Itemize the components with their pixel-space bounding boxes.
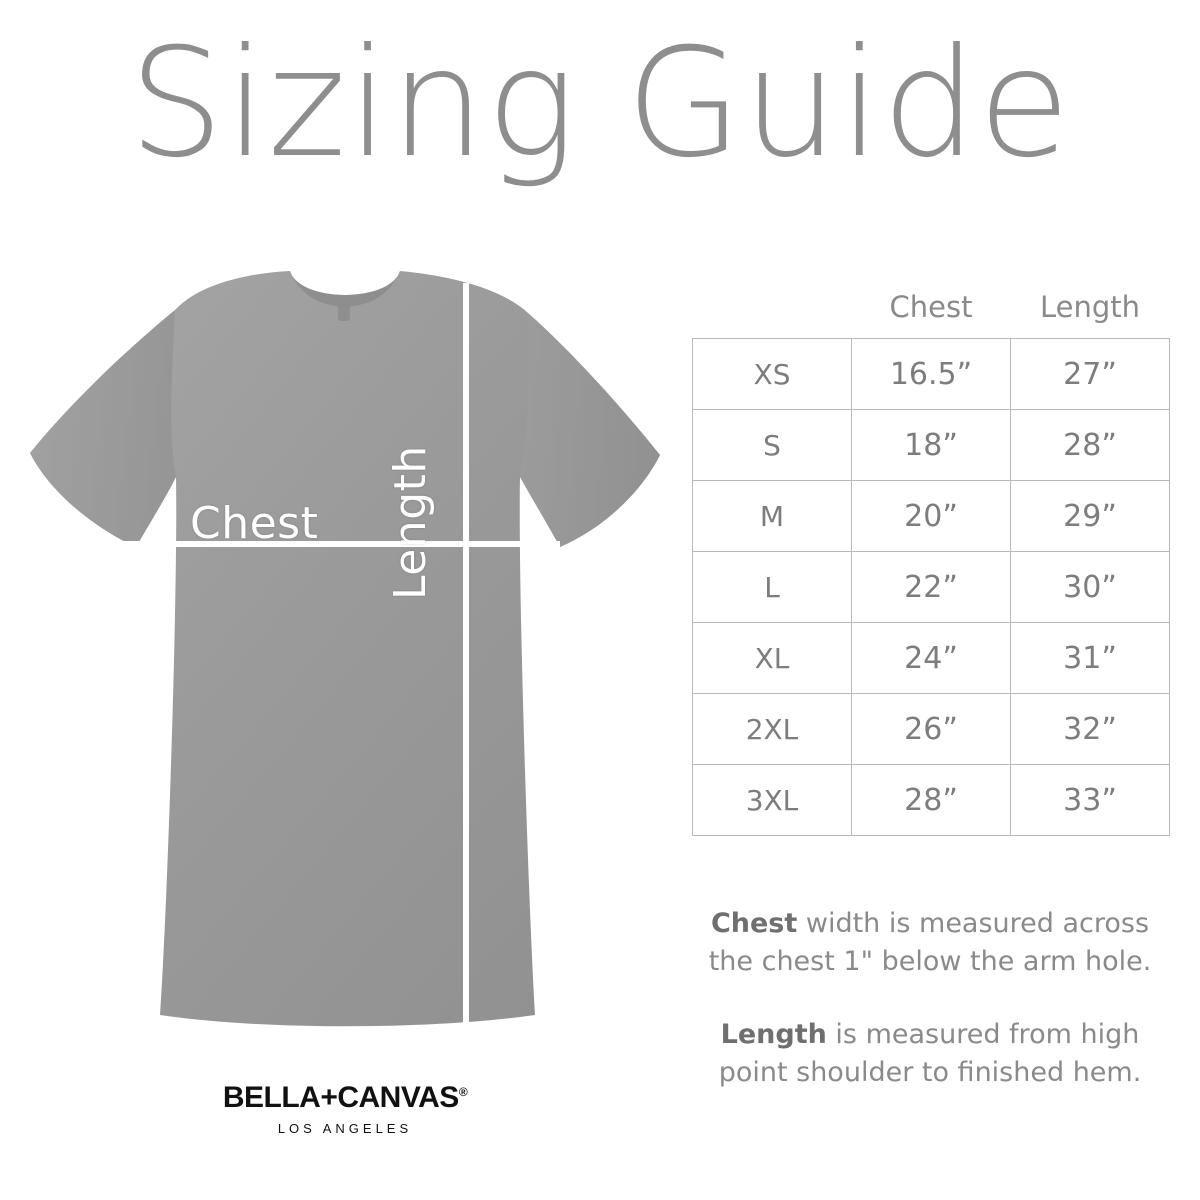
shirt-right-sleeve [520, 313, 660, 547]
length-note-bold: Length [720, 1018, 827, 1050]
brand-logo [185, 1075, 505, 1146]
header-length: Length [1039, 290, 1141, 324]
tshirt-diagram [0, 255, 700, 1045]
shirt-left-sleeve [30, 310, 176, 547]
size-table [692, 290, 1170, 836]
cell-length: 28” [1011, 410, 1170, 481]
length-measure-label: Length [385, 445, 436, 600]
table-row [693, 339, 1170, 410]
neck-tag [338, 299, 350, 321]
registered-mark: ® [458, 1085, 468, 1099]
table-row [693, 765, 1170, 836]
brand-name-text: BELLA+CANVAS [222, 1081, 459, 1114]
length-note-text: is measured from high point shoulder to finished hem. [718, 1018, 1142, 1088]
cell-chest: 18” [852, 410, 1011, 481]
cell-chest: 28” [852, 765, 1011, 836]
cell-chest: 22” [852, 552, 1011, 623]
header-chest: Chest [889, 290, 973, 324]
cell-length: 33” [1011, 765, 1170, 836]
cell-length: 32” [1011, 694, 1170, 765]
table-row [693, 410, 1170, 481]
measurement-notes [690, 905, 1170, 1126]
brand-location: LOS ANGELES [277, 1121, 413, 1136]
header-size [693, 290, 852, 339]
cell-chest: 16.5” [852, 339, 1011, 410]
table-row [693, 694, 1170, 765]
tshirt-illustration [0, 255, 700, 1045]
brand-name [185, 1081, 505, 1115]
chest-note-bold: Chest [710, 908, 798, 939]
cell-size: XL [693, 623, 852, 694]
table-row [693, 623, 1170, 694]
chest-measure-label: Chest [190, 498, 319, 549]
cell-size: M [693, 481, 852, 552]
chest-note [690, 905, 1170, 982]
page-title: Sizing Guide [128, 17, 1072, 191]
cell-length: 31” [1011, 623, 1170, 694]
cell-size: XS [693, 339, 852, 410]
cell-length: 27” [1011, 339, 1170, 410]
cell-length: 30” [1011, 552, 1170, 623]
cell-chest: 24” [852, 623, 1011, 694]
cell-size: L [693, 552, 852, 623]
table-row [693, 481, 1170, 552]
table-row [693, 552, 1170, 623]
table-header-row [693, 290, 1170, 339]
cell-chest: 26” [852, 694, 1011, 765]
cell-size: 2XL [693, 694, 852, 765]
cell-chest: 20” [852, 481, 1011, 552]
cell-size: 3XL [693, 765, 852, 836]
cell-length: 29” [1011, 481, 1170, 552]
size-chart [692, 290, 1170, 836]
length-note [690, 1016, 1170, 1093]
chest-note-text: width is measured across the chest 1" below the arm hole. [708, 908, 1152, 978]
cell-size: S [693, 410, 852, 481]
